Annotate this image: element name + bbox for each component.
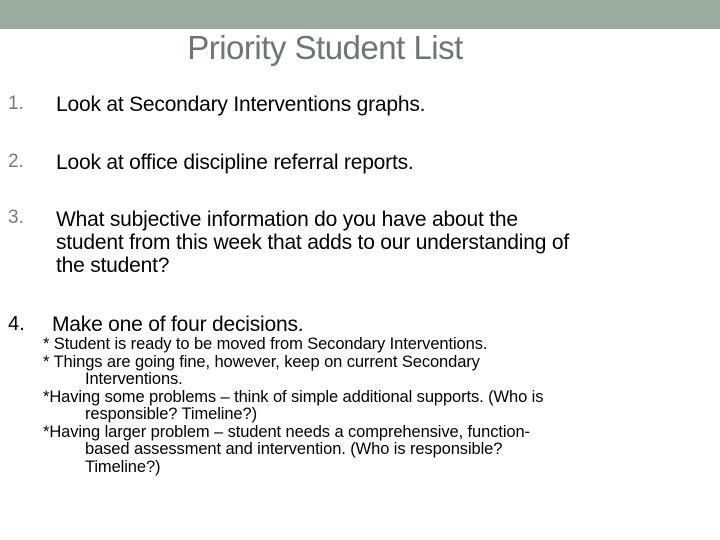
item-2-text <box>56 151 414 174</box>
item-3-line-2: student from this week that adds to our understanding of <box>56 231 569 254</box>
item-1-number: 1. <box>8 93 24 114</box>
decision-3-continuation: responsible? Timeline?) <box>85 405 257 423</box>
item-2-number: 2. <box>8 151 24 172</box>
decision-1-text: * Student is ready to be moved from Secondary Interventions. <box>43 335 488 353</box>
item-2-line-1: Look at office discipline referral reports. <box>56 151 414 174</box>
decision-1 <box>43 336 543 354</box>
item-4-number: 4. <box>8 313 25 335</box>
decision-4-continuation-2: Timeline?) <box>85 457 161 476</box>
decision-2 <box>43 354 543 389</box>
item-3-line-3: the student? <box>56 254 170 277</box>
item-3-number: 3. <box>8 207 24 228</box>
decision-2-continuation: Interventions. <box>85 370 183 388</box>
item-1-line-1: Look at Secondary Interventions graphs. <box>56 93 426 116</box>
header-accent-bar <box>0 0 720 29</box>
item-4-line-1: Make one of four decisions. <box>52 313 304 336</box>
slide-title: Priority Student List <box>187 29 463 66</box>
decision-3-text: *Having some problems – think of simple additional supports. (Who is <box>43 387 544 406</box>
item-3-line-1: What subjective information do you have about the <box>56 208 518 231</box>
decision-4-continuation-1: based assessment and intervention. (Who is responsible? <box>85 440 503 458</box>
item-4-text <box>52 313 303 336</box>
decision-4 <box>43 424 543 477</box>
decision-4-text: *Having larger problem – student needs a comprehensive, function- <box>43 422 530 441</box>
decision-2-text: * Things are going fine, however, keep on current Secondary <box>43 352 480 371</box>
decision-3 <box>43 389 543 424</box>
decision-list <box>43 336 543 476</box>
item-1-text <box>56 93 425 116</box>
item-3-text <box>56 208 569 277</box>
